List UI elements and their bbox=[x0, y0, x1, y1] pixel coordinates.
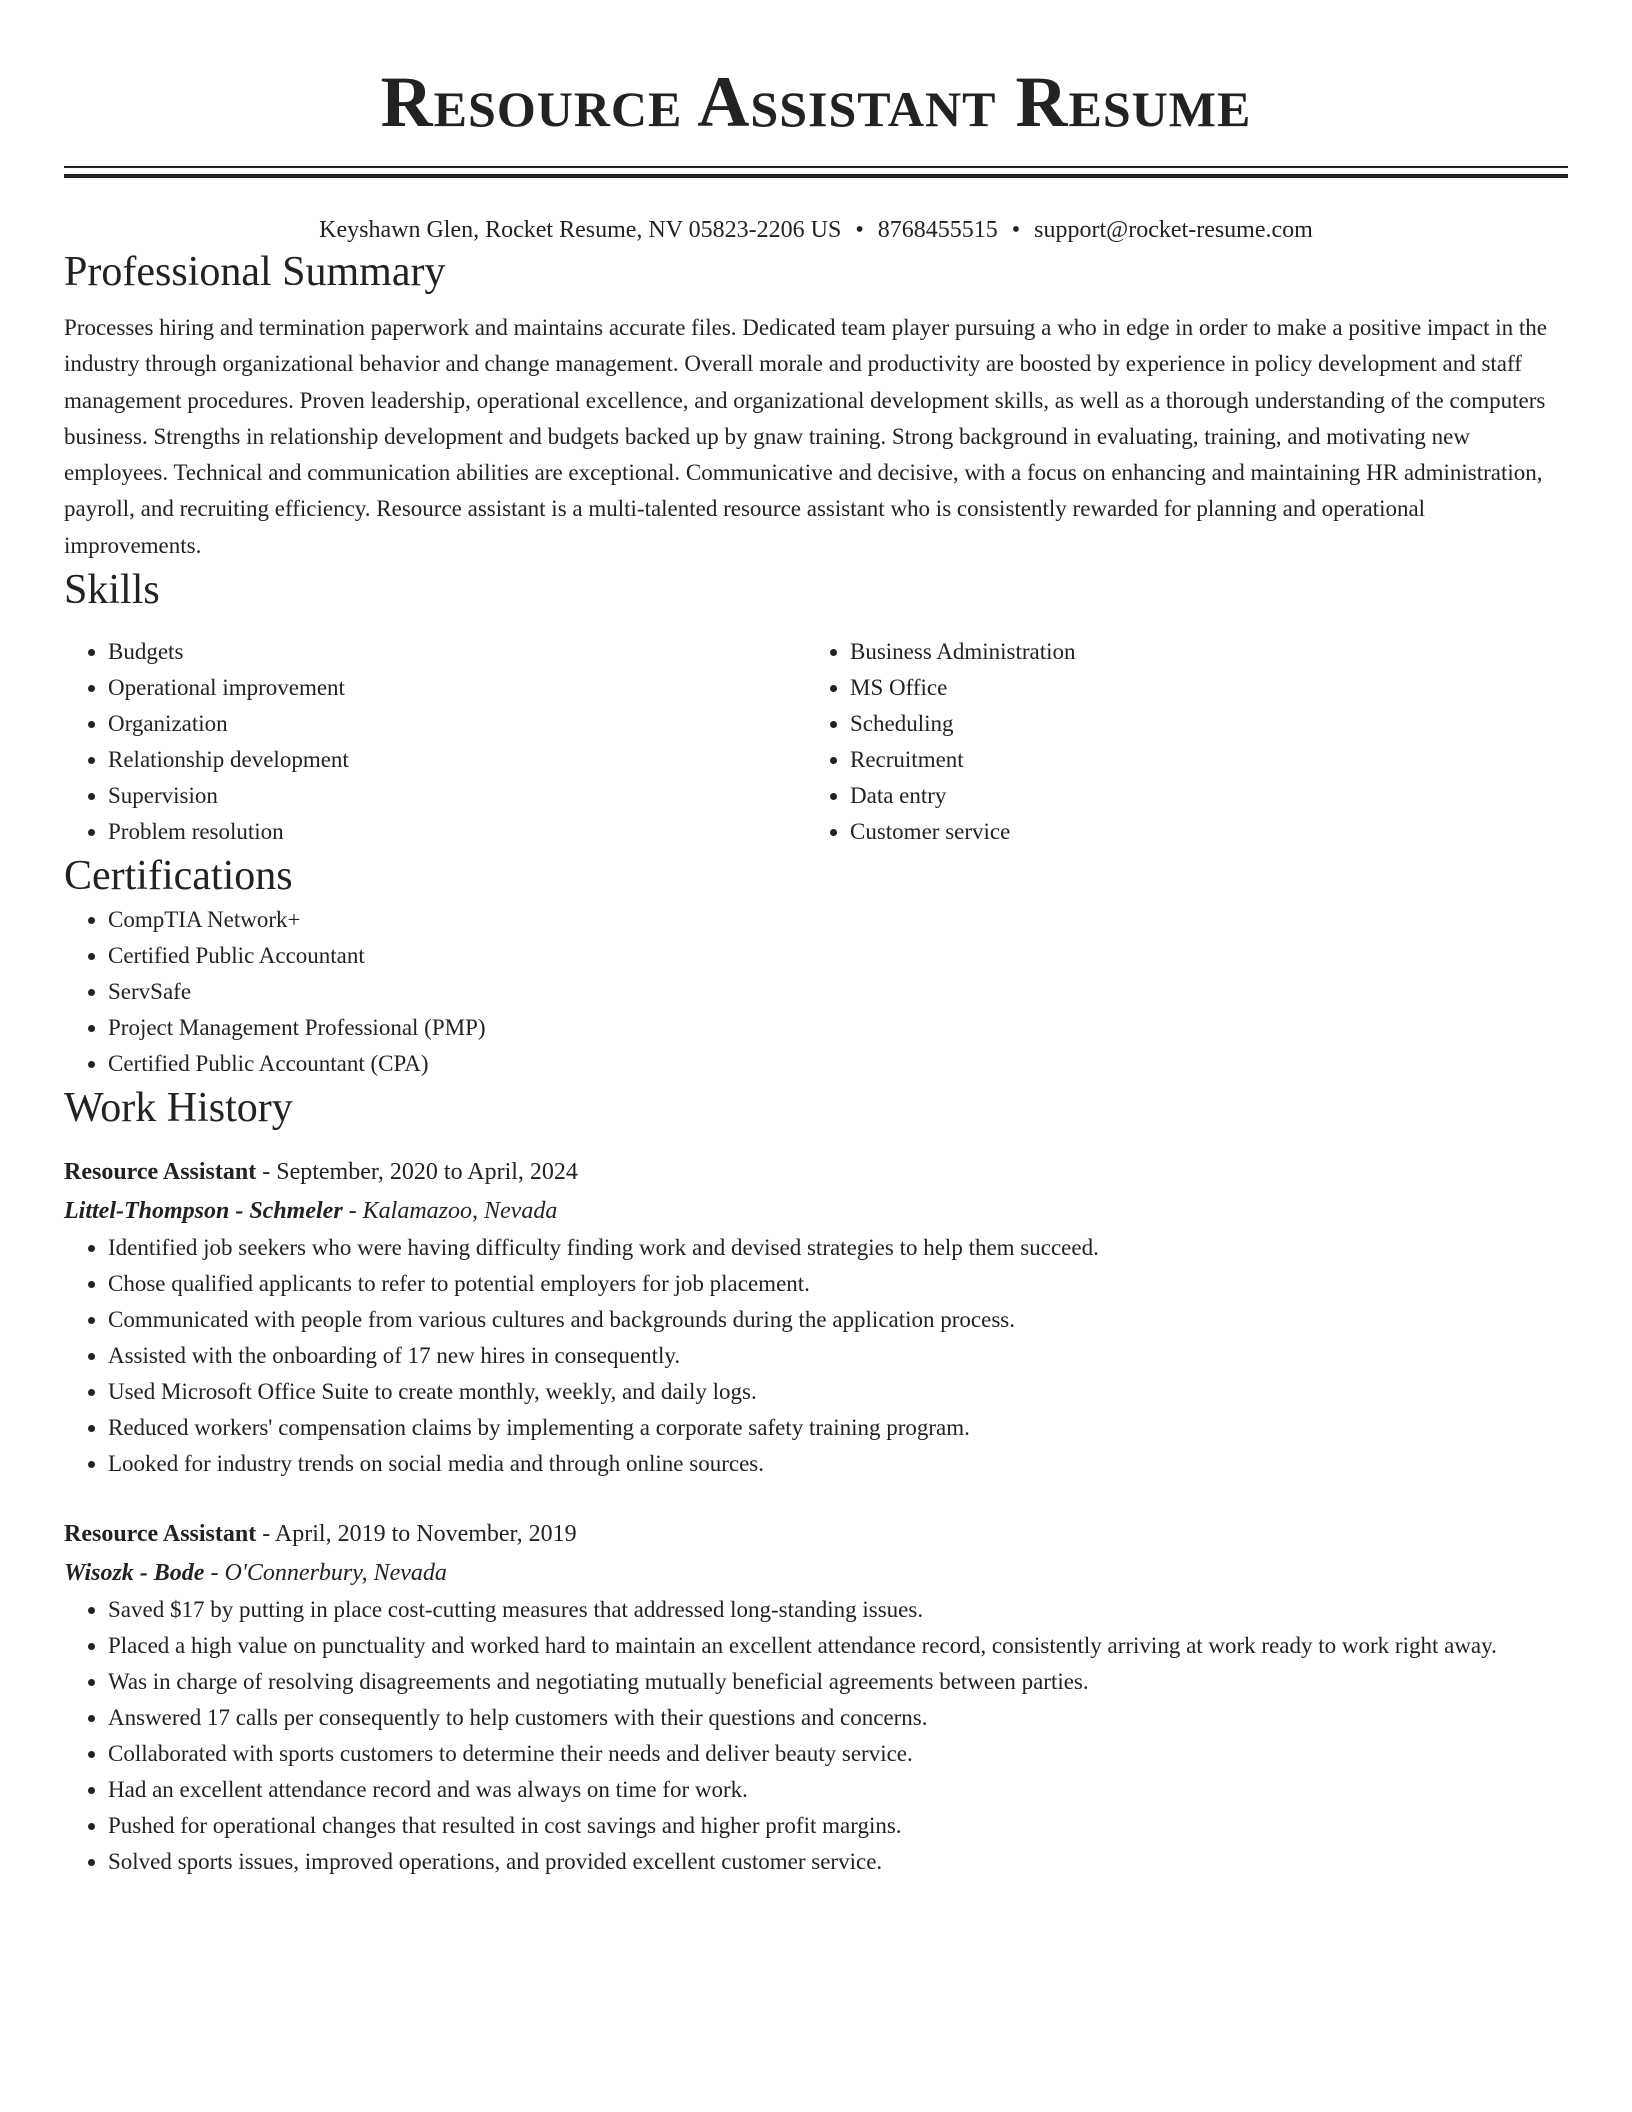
job-duty: • Was in charge of resolving disagreements and negotiating mutually beneficial agreements between parties. bbox=[108, 1664, 1568, 1700]
skills-list-right bbox=[806, 634, 1548, 850]
skill-item: • Customer service bbox=[850, 814, 1548, 850]
certification-item: • Certified Public Accountant (CPA) bbox=[108, 1046, 1568, 1082]
certification-item: • Certified Public Accountant bbox=[108, 938, 1568, 974]
job-duty: • Assisted with the onboarding of 17 new hires in consequently. bbox=[108, 1338, 1568, 1374]
title-divider-thick bbox=[64, 174, 1568, 178]
certifications-heading: Certifications bbox=[64, 853, 293, 900]
skills-list-left bbox=[64, 634, 806, 850]
job-role: Resource Assistant bbox=[64, 1521, 257, 1548]
job-location: - Kalamazoo, Nevada bbox=[342, 1198, 558, 1225]
resume-title: Resource Assistant Resume bbox=[380, 62, 1252, 142]
job-duty: • Collaborated with sports customers to determine their needs and deliver beauty service. bbox=[108, 1736, 1568, 1772]
job-duty: • Chose qualified applicants to refer to potential employers for job placement. bbox=[108, 1266, 1568, 1302]
job-company-line bbox=[64, 1554, 1568, 1592]
skills-column-right bbox=[806, 634, 1548, 850]
job-duty: • Looked for industry trends on social media and through online sources. bbox=[108, 1446, 1568, 1482]
job-duty: • Pushed for operational changes that resulted in cost savings and higher profit margins. bbox=[108, 1808, 1568, 1844]
contact-phone: 8768455515 bbox=[877, 217, 998, 243]
title-divider-thin bbox=[64, 166, 1568, 168]
skills-grid bbox=[64, 634, 1568, 850]
job-header bbox=[64, 1152, 1568, 1192]
job-duty: • Saved $17 by putting in place cost-cutting measures that addressed long-standing issues. bbox=[108, 1592, 1568, 1628]
summary-text: Processes hiring and termination paperwork and maintains accurate files. Dedicated team player pursuing a who in edge in order to make a positive impact in the industry through organizational behavior and change management. Overall morale and productivity are boosted by experience in policy development and staff management procedures. Proven leadership, operational excellence, and organizational development skills, as well as a thorough understanding of the computers business. Strengths in relationship development and budgets backed up by gnaw training. Strong background in evaluating, training, and motivating new employees. Technical and communication abilities are exceptional. Communicative and decisive, with a focus on enhancing and maintaining HR administration, payroll, and recruiting efficiency. Resource assistant is a multi-talented resource assistant who is consistently rewarded for planning and operational improvements. bbox=[64, 315, 1548, 558]
skill-item: • Problem resolution bbox=[108, 814, 806, 850]
job-company: Wisozk - Bode bbox=[64, 1560, 205, 1587]
job-duty: • Had an excellent attendance record and was always on time for work. bbox=[108, 1772, 1568, 1808]
contact-separator: • bbox=[1011, 217, 1021, 243]
contact-email: support@rocket-resume.com bbox=[1034, 217, 1313, 243]
job-duty: • Identified job seekers who were having difficulty finding work and devised strategies to help them succeed. bbox=[108, 1230, 1568, 1266]
certification-item: • ServSafe bbox=[108, 974, 1568, 1010]
skills-column-left bbox=[64, 634, 806, 850]
job-duty: • Answered 17 calls per consequently to help customers with their questions and concerns. bbox=[108, 1700, 1568, 1736]
job-duty: • Communicated with people from various cultures and backgrounds during the application process. bbox=[108, 1302, 1568, 1338]
summary-heading: Professional Summary bbox=[64, 249, 446, 295]
job-duty: • Placed a high value on punctuality and worked hard to maintain an excellent attendance record, consistently arriving at work ready to work right away. bbox=[108, 1628, 1568, 1664]
job-duties-list bbox=[64, 1592, 1568, 1880]
job-header bbox=[64, 1514, 1568, 1554]
skill-item: • Supervision bbox=[108, 778, 806, 814]
job-role: Resource Assistant bbox=[64, 1159, 257, 1186]
skill-item: • Budgets bbox=[108, 634, 806, 670]
job-duty: • Used Microsoft Office Suite to create monthly, weekly, and daily logs. bbox=[108, 1374, 1568, 1410]
contact-line bbox=[64, 214, 1568, 246]
certification-item: • Project Management Professional (PMP) bbox=[108, 1010, 1568, 1046]
skill-item: • MS Office bbox=[850, 670, 1548, 706]
contact-address: Keyshawn Glen, Rocket Resume, NV 05823-2206 US bbox=[319, 217, 842, 243]
job-duties-list bbox=[64, 1230, 1568, 1482]
job-company-line bbox=[64, 1192, 1568, 1230]
job-location: - O'Connerbury, Nevada bbox=[204, 1560, 447, 1587]
skill-item: • Scheduling bbox=[850, 706, 1548, 742]
skill-item: • Business Administration bbox=[850, 634, 1548, 670]
skills-heading: Skills bbox=[64, 567, 160, 614]
work-history-heading: Work History bbox=[64, 1085, 293, 1132]
skill-item: • Data entry bbox=[850, 778, 1548, 814]
skill-item: • Relationship development bbox=[108, 742, 806, 778]
skill-item: • Organization bbox=[108, 706, 806, 742]
job-duty: • Reduced workers' compensation claims by implementing a corporate safety training program. bbox=[108, 1410, 1568, 1446]
job-duty: • Solved sports issues, improved operations, and provided excellent customer service. bbox=[108, 1844, 1568, 1880]
certification-item: • CompTIA Network+ bbox=[108, 902, 1568, 938]
skill-item: • Recruitment bbox=[850, 742, 1548, 778]
job-dates: - September, 2020 to April, 2024 bbox=[256, 1159, 578, 1186]
contact-separator: • bbox=[855, 217, 864, 243]
certifications-list bbox=[64, 902, 1568, 1082]
job-company: Littel-Thompson - Schmeler bbox=[64, 1198, 343, 1225]
skill-item: • Operational improvement bbox=[108, 670, 806, 706]
job-dates: - April, 2019 to November, 2019 bbox=[256, 1521, 577, 1548]
